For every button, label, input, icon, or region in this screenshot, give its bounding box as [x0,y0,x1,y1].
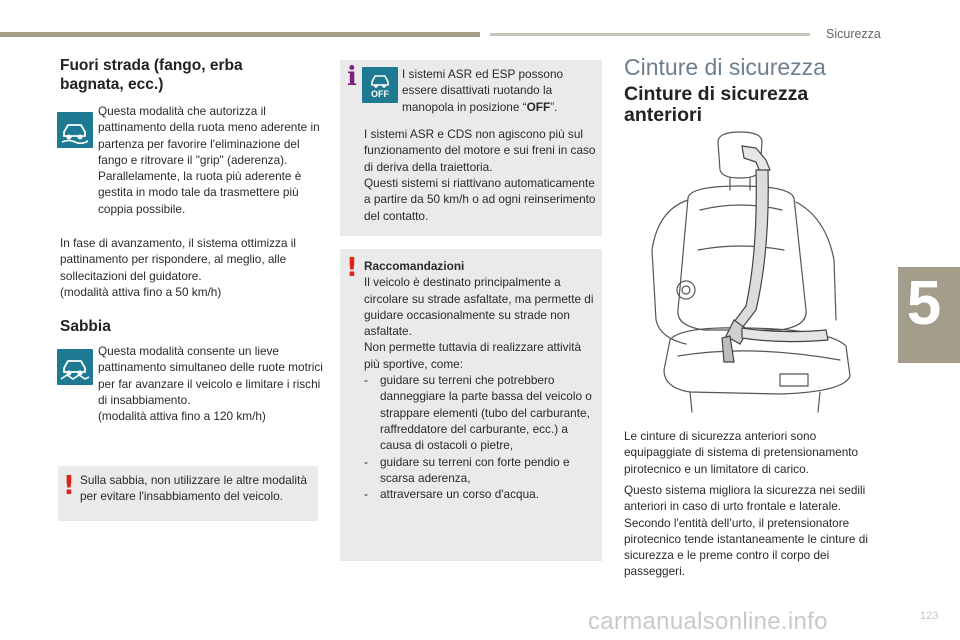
chapter-number: 5 [906,269,942,338]
list-item: - attraversare un corso d'acqua. [364,487,539,502]
list-item-text: guidare su terreni con forte pendio e scarsa aderenza, [380,454,570,485]
list-item-text: guidare su terreni che potrebbero danneggiare la parte bassa del veicolo o strappare elementi (tubo del carburante, raffreddatore del carburante, ecc.) a causa di ostacoli o pietre, [380,373,592,453]
list-item: - guidare su terreni che potrebbero danneggiare la parte bassa del veicolo o strappare elementi (tubo del carburante, raffreddatore del carburante, ecc.) a causa di ostacoli o pietre, [364,373,592,453]
sand-description-text: Questa modalità consente un lieve pattinamento simultaneo delle ruote motrici per far avanzare il veicolo e limitare i rischi di insabbiamento. [98,344,323,407]
recommendations-title: Raccomandazioni [364,259,465,273]
header-rule-light [490,33,810,36]
asr-info-box [340,60,602,236]
offroad-description: Questa modalità che autorizza il pattinamento della ruota meno aderente in partenza per favorire l'eliminazione del fango e ritrovare il "grip" (aderenza). Parallelamente, la ruota più aderente è gestita in modo tale da trasmettere più coppia possibile. [98,104,320,216]
page-number: 123 [920,610,939,622]
warning-icon: ! [346,253,358,283]
seat-belt-illustration [630,130,880,415]
warning-icon: ! [63,471,75,501]
asr-disable-text-bold: OFF [526,99,551,114]
recommendations-text2: Non permette tuttavia di realizzare attività più sportive, come: [364,340,582,371]
recommendations-text1: Il veicolo è destinato principalmente a circolare su strade asfaltate, ma permette di guidare occasionalmente su strade non asfaltate. [364,275,594,339]
off-mode-icon [362,67,398,103]
list-item: - guidare su terreni con forte pendio e scarsa aderenza, [364,454,570,485]
asr-info-para1: I sistemi ASR e CDS non agiscono più sul funzionamento del motore e sui freni in caso di deriva della traiettoria. [364,127,596,174]
header-rule [0,32,480,37]
asr-disable-text [402,66,594,115]
offroad-note [60,235,300,300]
offroad-mode-icon [57,112,93,148]
sand-heading: Sabbia [60,318,111,335]
info-icon: i [347,62,357,92]
recommendations-content [364,258,596,502]
sand-mode-icon [57,349,93,385]
sand-description-speed: (modalità attiva fino a 120 km/h) [98,409,266,424]
section-label: Sicurezza [826,27,881,41]
list-item-text: attraversare un corso d'acqua. [380,487,539,502]
recommendations-box [340,249,602,561]
off-mode-label: OFF [371,89,389,99]
seatbelts-title: Cinture di sicurezza [624,54,826,80]
offroad-note-speed: (modalità attiva fino a 50 km/h) [60,284,222,299]
asr-disable-text-a: I sistemi ASR ed ESP possono essere disattivati ruotando la manopola in posizione “ [402,67,564,114]
asr-info-para2: Questi sistemi si riattivano automaticamente a partire da 50 km/h o ad ogni reinserimento del contatto. [364,176,596,223]
asr-disable-text-b: ”. [550,99,558,114]
sand-warning-box [58,466,318,521]
offroad-note-text: In fase di avanzamento, il sistema ottimizza il pattinamento per rispondere, al meglio, alle sollecitazioni del guidatore. [60,236,297,283]
seatbelts-para1: Le cinture di sicurezza anteriori sono equipaggiate di sistema di pretensionamento pirotecnico e un limitatore di carico. [624,429,859,476]
watermark: carmanualsonline.info [588,608,828,635]
sand-warning-text: Sulla sabbia, non utilizzare le altre modalità per evitare l'insabbiamento del veicolo. [80,473,307,504]
front-seatbelts-heading: Cinture di sicurezza anteriori [624,83,809,126]
seatbelts-para2: Questo sistema migliora la sicurezza nei sedili anteriori in caso di urto frontale e laterale. Secondo l'entità dell’urto, il pretensionatore pirotecnico tende istantaneamente le cinture di sicurezza e le preme contro il corpo dei passeggeri. [624,483,868,579]
offroad-heading: Fuori strada (fango, erba bagnata, ecc.) [60,57,243,93]
sand-description [98,343,323,424]
